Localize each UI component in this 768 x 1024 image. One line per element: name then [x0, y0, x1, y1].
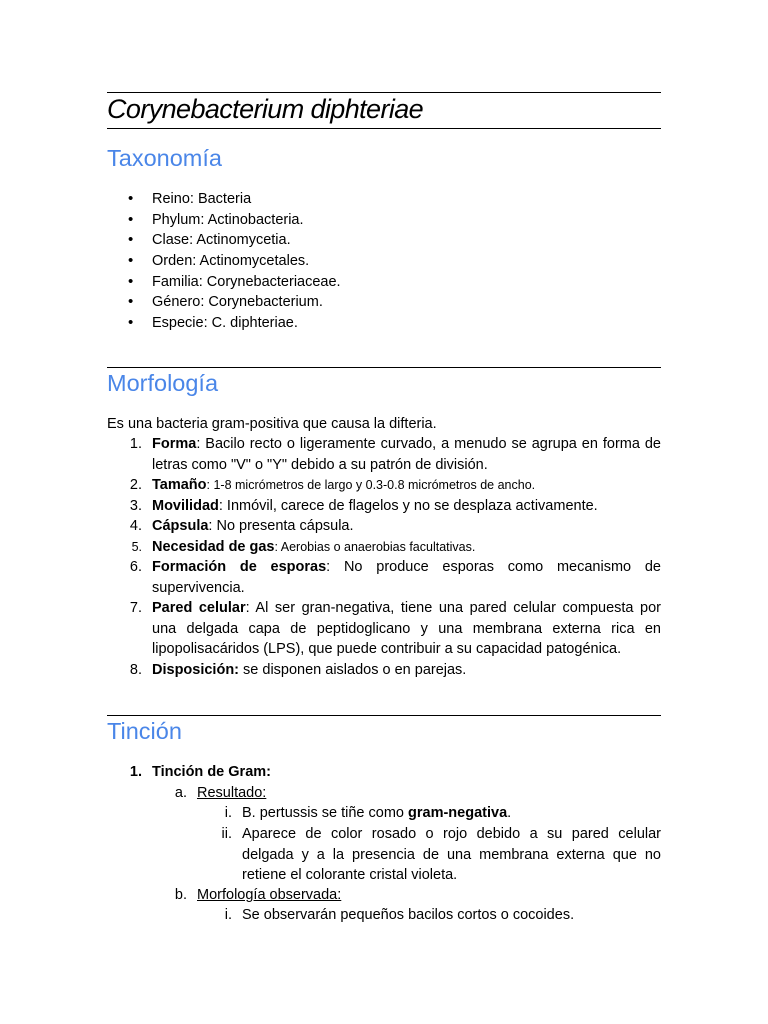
result-label: Resultado: — [197, 785, 267, 801]
subitem-letter: a. — [174, 785, 187, 801]
list-item: 7. Pared celular: Al ser gran-negativa, tiene una pared celular compuesta por una delgada capa de peptidoglicano y una membrana externa rica en lipopolisacáridos (LPS), que puede contribuir a su capacidad patogénica. — [129, 600, 662, 657]
list-item: • Familia: Corynebacteriaceae. — [107, 272, 341, 293]
morphology-observed-text: Se observarán pequeños bacilos cortos o cocoides. — [242, 907, 575, 923]
taxonomy-heading: Taxonomía — [107, 145, 222, 171]
list-item: 5. Necesidad de gas: Aerobias o anaerobias facultativas. — [131, 538, 476, 555]
title-top-rule — [107, 92, 661, 93]
staining-item-label: Tinción de Gram: — [152, 764, 271, 780]
subitem-roman: i. — [224, 907, 232, 923]
subitem-roman: ii. — [221, 826, 232, 842]
morphology-observed-label: Morfología observada: — [197, 887, 342, 903]
result-color-text: Aparece de color rosado o rojo debido a su pared celular delgada y a la presencia de una membrana externa que no retiene el colorante cristal violeta. — [242, 826, 661, 883]
list-item: • Clase: Actinomycetia. — [107, 230, 341, 251]
result-gram-text: B. pertussis se tiñe como gram-negativa. — [242, 805, 512, 821]
list-item: • Orden: Actinomycetales. — [107, 251, 341, 272]
document-title: Corynebacterium diphteriae — [107, 94, 424, 124]
list-item: 8. Disposición: se disponen aislados o en parejas. — [129, 661, 467, 678]
morphology-list — [107, 434, 661, 680]
section-rule — [107, 715, 661, 716]
staining-heading: Tinción — [107, 718, 182, 744]
taxonomy-list — [107, 189, 341, 334]
staining-item-number: 1. — [129, 764, 142, 780]
list-item: 2. Tamaño: 1-8 micrómetros de largo y 0.3-0.8 micrómetros de ancho. — [129, 477, 536, 493]
section-rule — [107, 367, 661, 368]
list-item: 4. Cápsula: No presenta cápsula. — [129, 518, 354, 534]
list-item: • Género: Corynebacterium. — [107, 292, 341, 313]
list-item: 3. Movilidad: Inmóvil, carece de flagelos y no se desplaza activamente. — [129, 497, 598, 514]
list-item: • Reino: Bacteria — [107, 189, 341, 210]
morphology-intro: Es una bacteria gram-positiva que causa la difteria. — [107, 416, 437, 432]
subitem-letter: b. — [174, 887, 187, 903]
list-item: 6. Formación de esporas: No produce esporas como mecanismo de supervivencia. — [129, 559, 661, 596]
list-item: 1. Forma: Bacilo recto o ligeramente curvado, a menudo se agrupa en forma de letras como "V" o "Y" debido a su patrón de división. — [129, 436, 661, 473]
title-bottom-rule — [107, 128, 661, 129]
morphology-heading: Morfología — [107, 370, 219, 396]
list-item: • Especie: C. diphteriae. — [107, 313, 341, 334]
subitem-roman: i. — [224, 805, 232, 821]
list-item: • Phylum: Actinobacteria. — [107, 210, 341, 231]
